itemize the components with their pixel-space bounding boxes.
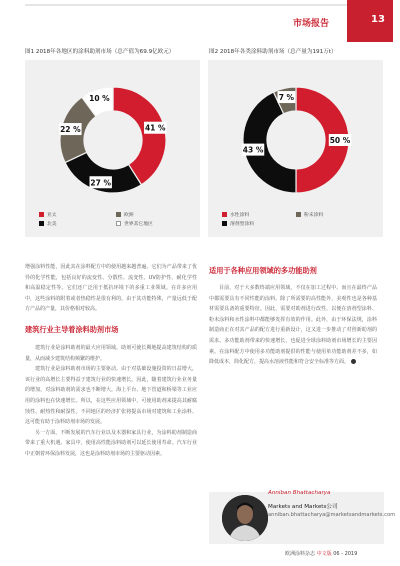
right-body-text — [209, 283, 377, 368]
data-label-1: 27 % — [90, 178, 112, 188]
legend-swatch — [116, 221, 121, 226]
footer-magazine: 欧洲涂料杂志 — [285, 551, 316, 557]
footer — [285, 550, 357, 557]
left-intro-paragraph: 增强涂料性能，因此其在涂料配方中的使用越来越普遍。它们为产品带来了优异的化学性能，包括良好的流变性、分散性、流变性、UV防护性、耐化学性和高温稳定性等。它们还广泛用于抵抗环境下的多重工业领域。在许多应用中，这些涂料的附着或者热稳性是很有利的。由于其功能特殊，产量远低于配方产品的产量，其价格相对较高。 — [25, 264, 197, 313]
author-name: Anniban Bhattacharya — [268, 490, 331, 496]
right-subheading: 适用于各种应用领域的多功能助剂 — [209, 266, 317, 275]
figure1-box — [25, 60, 200, 237]
left-paragraph-4: 另一方面，不断发展的汽车行业以及木器和家具行业，为涂料助剂制造商带来了重大机遇。家具中，使用高性能涂料助剂可以延长使用寿命。汽车行业中正朝着环保涂料发展，这也是涂料助剂市场的主要驱动因素。 — [25, 429, 197, 457]
footer-issue: 06 - 2019 — [333, 551, 358, 557]
data-label-3: 10 % — [89, 94, 110, 104]
legend-swatch — [39, 212, 44, 217]
data-label-1: 43 % — [242, 145, 264, 155]
figure2-title: 图2 2018年各类涂料助剂市场（总产量为191万t） — [209, 49, 337, 55]
legend-swatch — [39, 221, 44, 226]
legend-item-asia-pacific: 亚太 — [39, 211, 57, 218]
legend-swatch — [116, 212, 121, 217]
legend-item-solventborne: 溶剂型涂料 — [222, 220, 254, 227]
left-subheading: 建筑行业主导着涂料助剂市场 — [25, 325, 119, 334]
data-label-0: 50 % — [329, 136, 351, 145]
figure1-title: 图1 2018年各地区的涂料助剂市场（总产值为69.9亿欧元） — [25, 49, 175, 55]
author-organization: Markets and Markets公司 — [268, 504, 338, 510]
legend-swatch — [296, 212, 301, 217]
top-rule — [25, 4, 347, 6]
legend-item-powder: 粉末涂料 — [296, 211, 323, 218]
left-body-text — [25, 343, 197, 460]
author-portrait-icon — [222, 495, 268, 541]
data-label-2: 22 % — [60, 125, 81, 135]
article-end-mark-icon — [351, 359, 356, 364]
author-email: anniban.bhattacharya@marketsandmarkets.com — [268, 512, 396, 518]
footer-edition: 中文版 — [316, 551, 332, 557]
right-paragraph-1: 目前，对于大多数终端应用领域，不仅在加工过程中、而且在最终产品中都需要具有不同性能的涂料。除了所需要的高性能外，美观性也是各种基材需要具备的重要特征。因此，需要对助剂进行改性，以便在溶剂型涂料、粉末涂料和水性涂料中都能够发挥有效的作用。此外，由于环保法规，涂料制造商正在对其产品的配方进行重新设计，这又进一步推动了对创新助剂的需求。多功能助剂带来的快速增长，也促进全球涂料助剂市场增长的主要因素。在涂料配方中使用多功能助剂提供的性能与使用单功能助剂差不多，如降低成本，简化配方，提高水溶液性能和符合安全标准等方面。 — [209, 285, 377, 366]
figure2-box — [208, 60, 383, 237]
page-number: 13 — [371, 14, 385, 25]
data-label-0: 41 % — [144, 123, 166, 133]
data-label-2: 7 % — [278, 93, 295, 103]
author-photo — [222, 495, 268, 541]
page-number-tab — [347, 0, 393, 42]
legend-item-rest-of-world: 世界其它地区 — [116, 220, 153, 227]
left-paragraph-2: 建筑行业是涂料助剂的最大应用领域。助剂可使长期地提高建筑结构的质量，从而减少建筑结构频繁的维护。 — [25, 345, 197, 362]
legend-swatch — [222, 221, 227, 226]
legend-item-north-america: 北美 — [39, 220, 57, 227]
left-paragraph-3: 建筑行业是涂料助剂市场的主要驱动。由于对基础设施投资的日益增大，该行业的高增长主要得益于建筑行业的快速增长。因此，随着建筑行业业务量的增加，对涂料助剂的需求也不断增大。海上平台、地下管道和桥梁等工业应用的涂料也在快速增长。所以，在这些应用领域中，可使用助剂来提高其耐腐蚀性、耐热性和耐湿性。不同地区的经济扩张将提高市场对建筑和工业涂料、这可能有助于涂料助剂市场的发展。 — [25, 366, 197, 426]
legend-item-waterborne: 水性涂料 — [222, 211, 249, 218]
legend-item-europe: 欧洲 — [116, 211, 134, 218]
legend-swatch — [222, 212, 227, 217]
section-title: 市场报告 — [293, 19, 330, 29]
